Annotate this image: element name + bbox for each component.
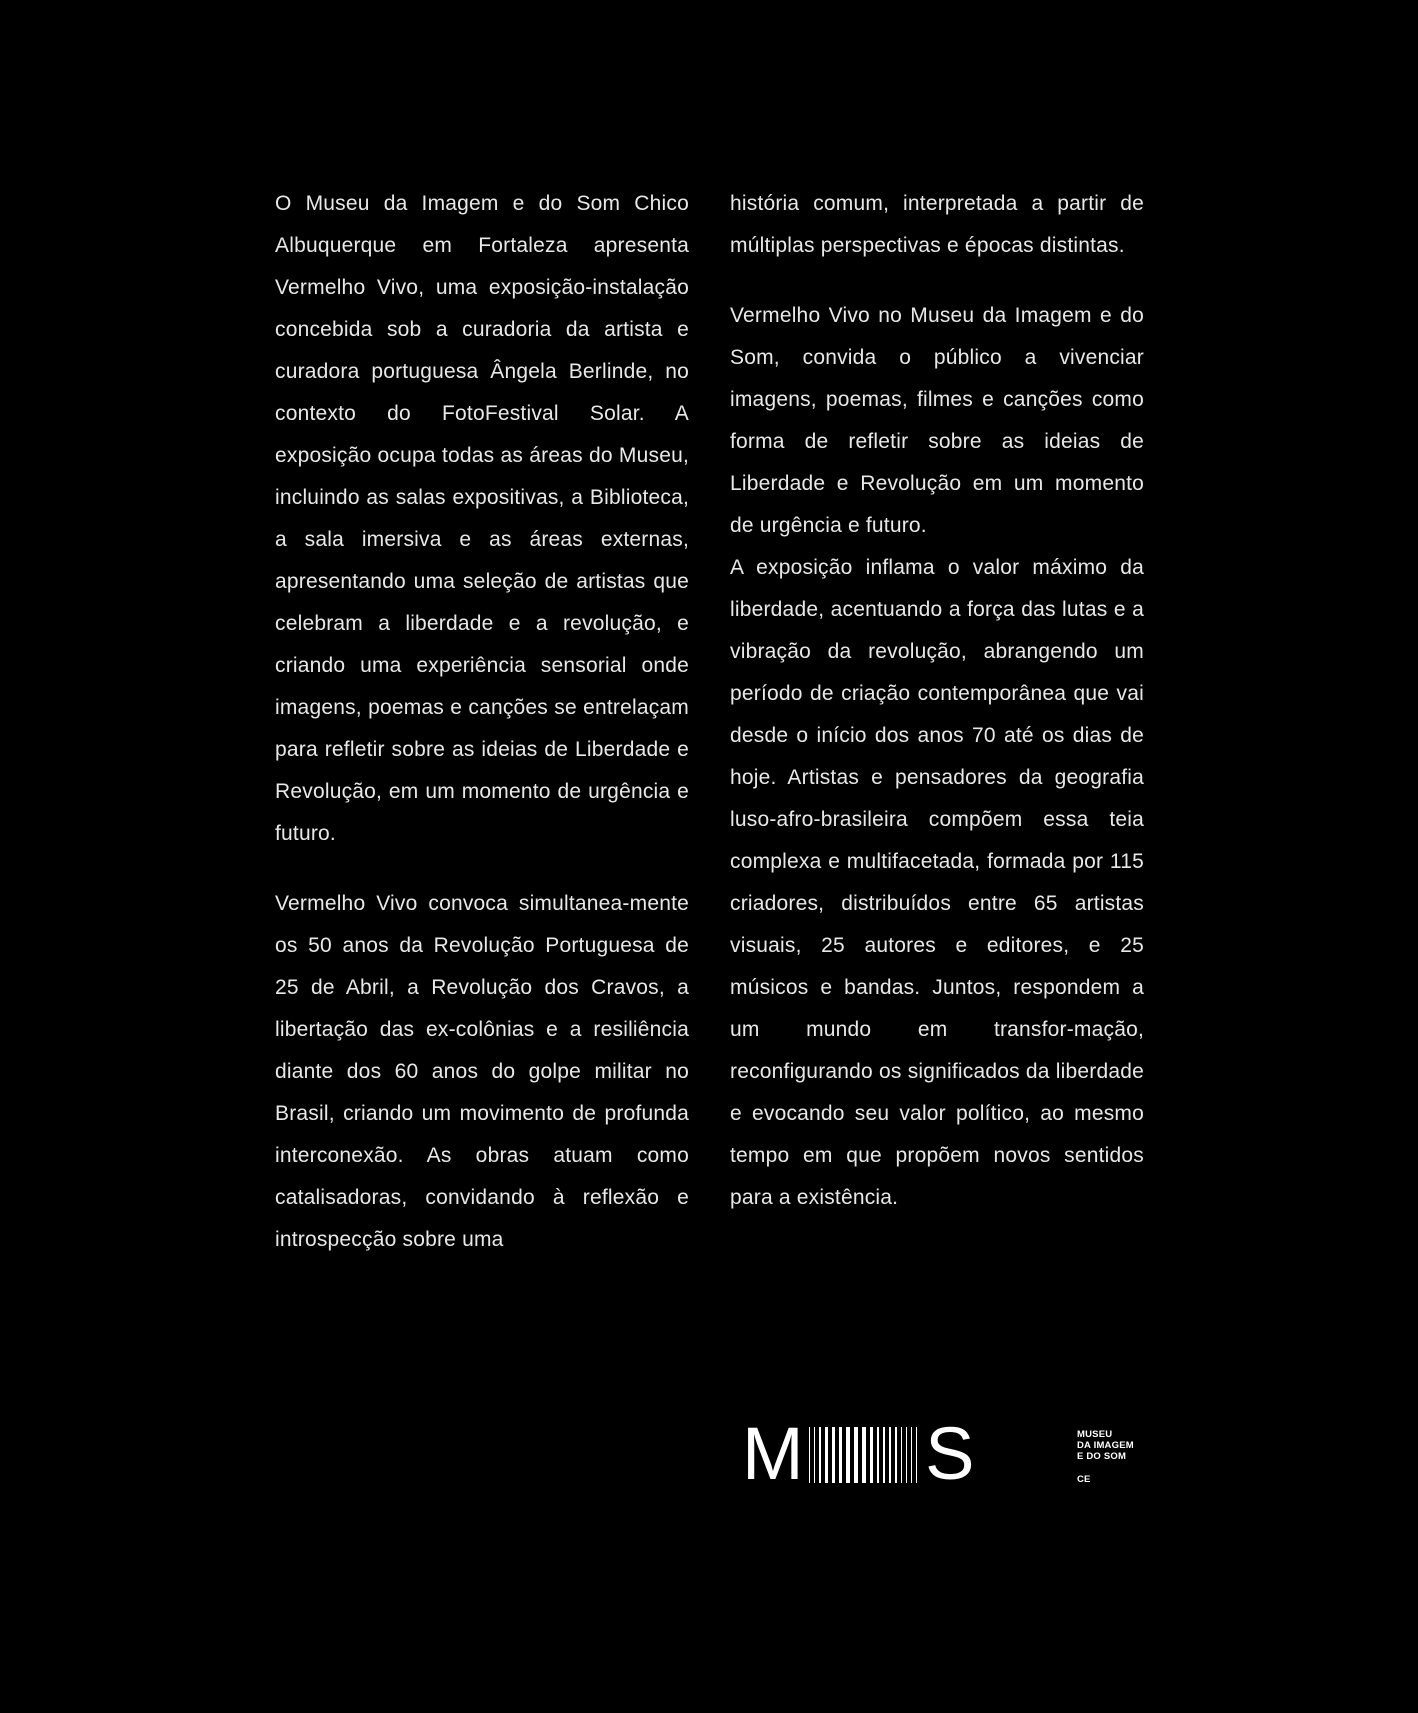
left-paragraph-2: Vermelho Vivo convoca simultanea-mente os 50 anos da Revolução Portuguesa de 25 de Abril, a Revolução dos Cravos, a libertação das ex-colônias e a resiliência diante dos 60 anos do golpe militar no Brasil, criando um movimento de profunda interconexão. As obras atuam como catalisadoras, convidando à reflexão e introspecção sobre uma — [275, 892, 689, 1251]
left-paragraph-1: O Museu da Imagem e do Som Chico Albuquerque em Fortaleza apresenta Vermelho Vivo, uma exposição-instalação concebida sob a curadoria da artista e curadora portuguesa Ângela Berlinde, no contexto do FotoFestival Solar. A exposição ocupa todas as áreas do Museu, incluindo as salas expositivas, a Biblioteca, a sala imersiva e as áreas externas, apresentando uma seleção de artistas que celebram a liberdade e a revolução, e criando uma experiência sensorial onde imagens, poemas e canções se entrelaçam para refletir sobre as ideias de Liberdade e Revolução, em um momento de urgência e futuro. — [275, 192, 689, 845]
logo-text-line-2: DA IMAGEM — [1077, 1440, 1134, 1451]
right-text-column — [730, 183, 1144, 1219]
logo-barcode-icon — [809, 1425, 918, 1483]
left-text-column — [275, 183, 689, 1261]
right-paragraph-1: história comum, interpretada a partir de múltiplas perspectivas e épocas distintas. — [730, 192, 1144, 257]
logo-text-line-1: MUSEU — [1077, 1429, 1113, 1440]
logo-letter-s: S — [925, 1412, 974, 1495]
logo-wordmark — [1077, 1429, 1134, 1485]
logo-letter-m: M — [742, 1412, 803, 1495]
mis-logo — [742, 1412, 974, 1495]
logo-state: CE — [1077, 1474, 1091, 1485]
logo-text-line-3: E DO SOM — [1077, 1451, 1127, 1462]
right-paragraph-3: A exposição inflama o valor máximo da liberdade, acentuando a força das lutas e a vibração da revolução, abrangendo um período de criação contemporânea que vai desde o início dos anos 70 até os dias de hoje. Artistas e pensadores da geografia luso-afro-brasileira compõem essa teia complexa e multifacetada, formada por 115 criadores, distribuídos entre 65 artistas visuais, 25 autores e editores, e 25 músicos e bandas. Juntos, respondem a um mundo em transfor-mação, reconfigurando os significados da liberdade e evocando seu valor político, ao mesmo tempo em que propõem novos sentidos para a existência. — [730, 556, 1144, 1209]
right-paragraph-2: Vermelho Vivo no Museu da Imagem e do Som, convida o público a vivenciar imagens, poemas, filmes e canções como forma de refletir sobre as ideias de Liberdade e Revolução em um momento de urgência e futuro. — [730, 304, 1144, 537]
